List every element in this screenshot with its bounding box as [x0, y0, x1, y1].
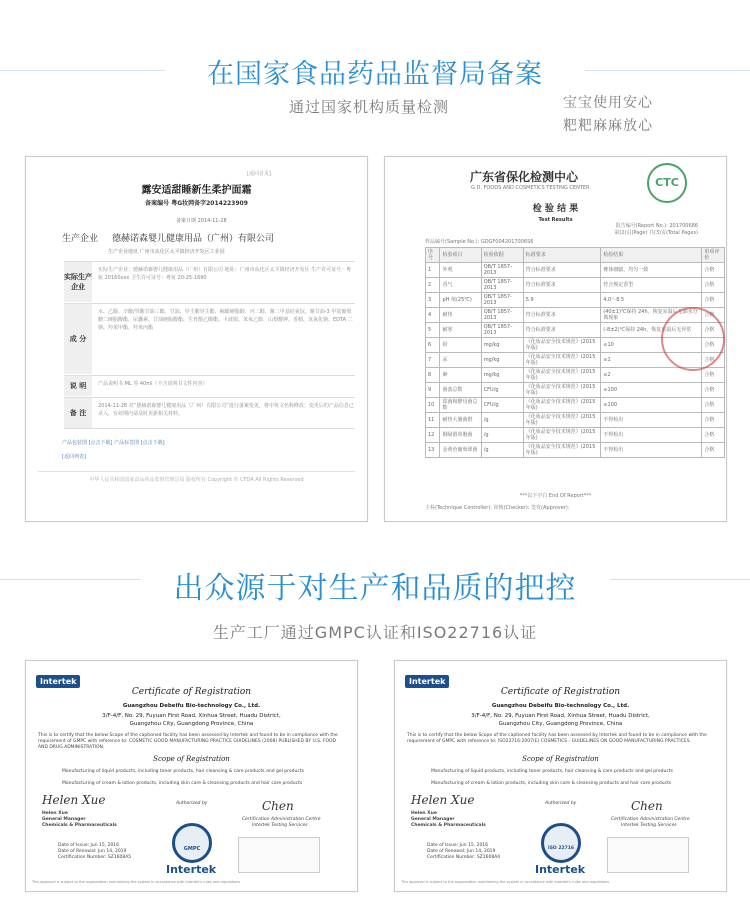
table-cell: (-8±2)℃保持 24h，恢复室温后无异常	[601, 323, 702, 338]
cert-signer-title-1: General Manager	[42, 817, 86, 822]
cert-authorized: Authorized by	[176, 801, 208, 806]
iso22716-seal	[541, 823, 581, 863]
table-cell: 3	[426, 293, 440, 308]
table-cell: 《化妆品安全技术规范》(2015 年版)	[523, 398, 601, 413]
test-org-en: G.D. FOODS AND COSMETICS TESTING CENTER	[471, 185, 590, 191]
red-stamp	[661, 307, 725, 371]
table-cell: 合格	[702, 308, 725, 323]
table-cell: 5.9	[523, 293, 601, 308]
gmpc-seal	[172, 823, 212, 863]
cert-scope-2: Manufacturing of cream & lotion products, including skin care & cleansing products and hair care products	[431, 781, 672, 786]
table-cell: 10	[426, 398, 440, 413]
table-cell: 香气	[440, 278, 481, 293]
cert-footer: This approval is subject to the organization maintaining the system in accordance with Intertek's rules and regulations	[32, 880, 241, 884]
table-cell: 《化妆品安全技术规范》(2015 年版)	[523, 443, 601, 458]
row-text: 实际生产企业：德赫诺森婴儿健康用品（广州）有限公司 地址：广州市从化区太平镇经济开发区 生产许可证号：粤妆 20160xxx 卫生许可证号：粤妆 20-25-1690	[98, 267, 352, 281]
table-cell: 金黄色葡萄球菌	[440, 443, 481, 458]
table-cell: ≤100	[601, 398, 702, 413]
cert-qr-area	[238, 837, 320, 873]
filing-row-ingredients	[64, 303, 355, 374]
table-cell: mg/kg	[481, 368, 523, 383]
table-row	[426, 278, 725, 293]
test-title-en: Test Results	[538, 217, 573, 223]
row-label: 成 分	[64, 304, 92, 374]
table-cell: 9	[426, 383, 440, 398]
table-cell: 外观	[440, 263, 481, 278]
signature-right: Chen	[631, 799, 663, 813]
table-cell: 13	[426, 443, 440, 458]
test-report-document	[384, 156, 727, 522]
table-cell: 铜绿假单胞菌	[440, 428, 481, 443]
table-cell: CFU/g	[481, 398, 523, 413]
table-cell: 《化妆品安全技术规范》(2015 年版)	[523, 428, 601, 443]
certificate-iso22716	[394, 660, 727, 892]
table-cell: 2	[426, 278, 440, 293]
cert-qr-area	[607, 837, 689, 873]
filing-row-instructions	[64, 375, 355, 396]
table-cell: 符合标准要求	[523, 323, 601, 338]
test-end-of-report: ***以下空白 End Of Report***	[519, 493, 592, 499]
table-cell: 合格	[702, 263, 725, 278]
cert-address-2: Guangzhou City, Guangdong Province, China	[498, 721, 623, 727]
table-cell: ≤2	[601, 368, 702, 383]
table-cell: 不得检出	[601, 428, 702, 443]
cert-company: Guangzhou Debeifu Bio-technology Co., Ltd.	[491, 703, 630, 709]
cert-date-renew: Date of Renewal: Jun 14, 2019	[427, 849, 496, 854]
table-cell: ≤10	[601, 338, 702, 353]
table-cell: 铅	[440, 338, 481, 353]
cert-number: Certification Number: SZ1608A5	[58, 855, 132, 860]
cert-scope-1: Manufacturing of liquid products, including toner products, hair cleansing & care products and gel products	[62, 769, 304, 774]
cert-date-renew: Date of Renewal: Jun 14, 2019	[58, 849, 127, 854]
cert-signer-title-2: Chemicals & Pharmaceuticals	[42, 823, 117, 828]
test-sample-no: 样品编号(Sample No.): GDGF0042017006S6	[425, 239, 534, 245]
table-cell: 合格	[702, 398, 725, 413]
table-cell: QB/T 1857-2013	[481, 278, 523, 293]
filing-row-notes	[64, 397, 355, 429]
cert-signer-name: Helen Xue	[411, 811, 437, 816]
table-cell: /g	[481, 413, 523, 428]
cert-date-issue: Date of Issue: Jun 15, 2016	[58, 843, 120, 848]
table-cell: 1	[426, 263, 440, 278]
table-cell: QB/T 1857-2013	[481, 263, 523, 278]
cert-authorized: Authorized by	[545, 801, 577, 806]
table-cell: 5	[426, 323, 440, 338]
table-cell: ≤100	[601, 383, 702, 398]
table-row	[426, 293, 725, 308]
table-cell: (40±1)℃保持 24h，恢复室温后无油水分离现象	[601, 308, 702, 323]
table-cell: 单项评价	[702, 248, 725, 263]
filing-company-label: 生产企业	[62, 234, 99, 244]
table-cell: pH 值(25℃)	[440, 293, 481, 308]
table-cell: 膏体细腻，均匀一致	[601, 263, 702, 278]
table-cell: QB/T 1857-2013	[481, 323, 523, 338]
table-cell: 8	[426, 368, 440, 383]
table-cell: mg/kg	[481, 353, 523, 368]
table-row	[426, 428, 725, 443]
row-label: 实际生产企业	[64, 262, 92, 302]
table-cell: 合格	[702, 368, 725, 383]
cert-signer-title-1: General Manager	[411, 817, 455, 822]
table-cell: 合格	[702, 443, 725, 458]
cert-signer-title-2: Chemicals & Pharmaceuticals	[411, 823, 486, 828]
table-row	[426, 383, 725, 398]
table-cell: 11	[426, 413, 440, 428]
cert-signer-name: Helen Xue	[42, 811, 68, 816]
row-text: 水、乙醇、辛酸/癸酸甘油三酯、甘油、异壬酸异壬酯、鲸蜡硬脂醇、丙二醇、聚二甲基硅氧烷、聚甘油-3 甲基葡萄糖二硬脂酸酯、尿囊素、甘油硬脂酸酯、生育酚乙酸酯、卡波姆、苯氧乙醇、山梨酸钾、香精、氢氧化钠、EDTA 二钠、羟苯甲酯、羟苯丙酯	[98, 309, 353, 331]
signature-left: Helen Xue	[42, 793, 106, 807]
table-row	[426, 368, 725, 383]
table-cell: 汞	[440, 353, 481, 368]
signature-left: Helen Xue	[411, 793, 475, 807]
cert-admin-2: Intertek Testing Services	[621, 823, 677, 828]
table-row	[426, 413, 725, 428]
test-page-no: 第(2)页(Page) 共(3)页(Total Pages)	[614, 230, 698, 236]
table-cell: 《化妆品安全技术规范》(2015 年版)	[523, 338, 601, 353]
cert-title: Certificate of Registration	[131, 687, 252, 697]
table-cell: 检验依据	[481, 248, 523, 263]
table-cell: 不得检出	[601, 443, 702, 458]
cert-admin-1: Certification Administration Centre	[611, 817, 690, 822]
table-cell: 4	[426, 308, 440, 323]
cert-intro: This is to certify that the below Scope of the captioned facility has been assessed by Intertek and found to be in compliance with the requirement of GMPC with reference to: COSMETIC GOOD MANUFACTURING PRACTICE GUIDELINES (2008) PUBLISHED BY U.S. FOOD AND DRUG ADMINISTRATION.	[38, 733, 338, 750]
cert-intro: This is to certify that the below Scope of the captioned facility has been assessed by Intertek and found to be in compliance with the requirement of GMPC with reference to: ISO22716:2007(E) COSMETICS - GUIDELINES ON GOOD MANUFACTURING PRACTICES.	[407, 733, 707, 744]
certificate-gmpc	[25, 660, 358, 892]
intertek-badge: Intertek	[405, 675, 449, 688]
table-cell: 合格	[702, 353, 725, 368]
table-cell: 合格	[702, 338, 725, 353]
table-cell: ≤1	[601, 353, 702, 368]
filing-company-name: 德赫诺森婴儿健康用品（广州）有限公司	[112, 234, 275, 244]
table-row	[426, 398, 725, 413]
table-cell: 《化妆品安全技术规范》(2015 年版)	[523, 368, 601, 383]
table-cell: 6	[426, 338, 440, 353]
section1-subheading: 通过国家机构质量检测	[289, 98, 450, 116]
table-cell: 砷	[440, 368, 481, 383]
cert-scope-1: Manufacturing of liquid products, including toner products, hair cleansing & care products and gel products	[431, 769, 673, 774]
row-label: 说 明	[64, 376, 92, 396]
table-cell: QB/T 1857-2013	[481, 293, 523, 308]
test-org-cn: 广东省保化检测中心	[470, 170, 579, 184]
table-cell: 4.0～8.5	[601, 293, 702, 308]
ctc-logo: CTC	[647, 163, 687, 203]
table-header-row	[426, 248, 725, 263]
table-cell: 序号	[426, 248, 440, 263]
table-cell: 符合标准要求	[523, 308, 601, 323]
side-text-1: 宝宝使用安心	[563, 95, 653, 111]
table-cell: /g	[481, 428, 523, 443]
table-cell: 《化妆品安全技术规范》(2015 年版)	[523, 413, 601, 428]
cert-address-2: Guangzhou City, Guangdong Province, China	[129, 721, 254, 727]
filing-address: 生产企业地址 广州市从化区太平镇经济开发区工业园	[108, 249, 225, 255]
table-cell: /g	[481, 443, 523, 458]
test-title-cn: 检 验 结 果	[532, 204, 579, 214]
table-cell: 合格	[702, 383, 725, 398]
row-label: 备 注	[64, 398, 92, 428]
table-cell: 耐热	[440, 308, 481, 323]
cert-address-1: 3/F-4/F, No. 29, Fuyuan First Road, Xinhua Street, Huadu District,	[471, 713, 650, 719]
table-cell: 合格	[702, 278, 725, 293]
filing-product-name: 露安适甜睡新生柔护面霜	[141, 185, 252, 196]
section2-heading: 出众源于对生产和品质的把控	[173, 571, 577, 606]
table-cell: 不得检出	[601, 413, 702, 428]
cert-footer: This approval is subject to the organization maintaining the system in accordance with Intertek's rules and regulations	[401, 880, 610, 884]
cert-scope-title: Scope of Registration	[153, 755, 230, 763]
cert-scope-title: Scope of Registration	[522, 755, 599, 763]
table-cell: 《化妆品安全技术规范》(2015 年版)	[523, 353, 601, 368]
table-cell: 符合标准要求	[523, 278, 601, 293]
cert-date-issue: Date of Issue: Jun 15, 2016	[427, 843, 489, 848]
side-text-2: 粑粑麻麻放心	[563, 118, 653, 134]
cert-admin-1: Certification Administration Centre	[242, 817, 321, 822]
test-report-no: 报告编号(Report No.): 201700686	[615, 223, 698, 229]
filing-number: 备案编号 粤G妆网备字2014223909	[145, 200, 248, 207]
filing-footer: 中华人民共和国国家食品药品监督管理总局 版权所有 Copyright © CFDA All Rights Reserved	[89, 477, 304, 483]
filing-date: 备案日期 2014-11-28	[176, 218, 227, 224]
filing-row-producer	[64, 261, 355, 302]
table-cell: CFU/g	[481, 383, 523, 398]
cert-admin-2: Intertek Testing Services	[252, 823, 308, 828]
table-cell: 12	[426, 428, 440, 443]
table-cell: 霉菌和酵母菌总数	[440, 398, 481, 413]
table-cell: QB/T 1857-2013	[481, 308, 523, 323]
filing-download-links[interactable]: 产品包装图 [点击下载] 产品标签图 [点击下载]	[62, 440, 165, 446]
table-cell: 标准要求	[523, 248, 601, 263]
table-cell: 合格	[702, 323, 725, 338]
signature-right: Chen	[262, 799, 294, 813]
table-row	[426, 443, 725, 458]
cert-logo-text: Intertek	[535, 863, 586, 876]
seal-text: GMPC	[183, 846, 201, 852]
cert-company: Guangzhou Debeifu Bio-technology Co., Ltd.	[122, 703, 261, 709]
test-signers: 主检(Technique Controller): 审核(Checker): 签发(Approver):	[425, 505, 570, 511]
table-cell: 符合标准要求	[523, 263, 601, 278]
cert-number: Certification Number: SZ1608A4	[427, 855, 501, 860]
row-text: 产品说明书 ML 等 40ml（不含说明书文件内容）	[98, 381, 208, 387]
cert-scope-2: Manufacturing of cream & lotion products, including skin care & cleansing products and hair care products	[62, 781, 303, 786]
row-text: 2014-11-28 对“德赫诺森婴儿健康用品（广州）有限公司”进行备案变更，将中英文名称修改；变更后的产品信息已录入，有效期内请及时更新相关材料。	[98, 403, 354, 417]
filing-document	[25, 156, 368, 522]
filing-corner-tag: [返回首页]	[247, 171, 271, 177]
table-cell: 合格	[702, 413, 725, 428]
cert-logo-text: Intertek	[166, 863, 217, 876]
seal-text: ISO 22716	[548, 846, 574, 851]
filing-back-link[interactable]: [返回列表]	[62, 454, 86, 460]
table-cell: 菌落总数	[440, 383, 481, 398]
table-cell: 耐热大肠菌群	[440, 413, 481, 428]
table-cell: 7	[426, 353, 440, 368]
table-cell: 合格	[702, 293, 725, 308]
section1-heading: 在国家食品药品监督局备案	[207, 59, 543, 90]
section2-subheading: 生产工厂通过GMPC认证和ISO22716认证	[212, 623, 538, 642]
table-cell: mg/kg	[481, 338, 523, 353]
cert-title: Certificate of Registration	[500, 687, 621, 697]
filing-footer-rule	[38, 471, 355, 472]
table-cell: 《化妆品安全技术规范》(2015 年版)	[523, 383, 601, 398]
table-cell: 合格	[702, 428, 725, 443]
table-cell: 检验项目	[440, 248, 481, 263]
intertek-badge: Intertek	[36, 675, 80, 688]
table-cell: 符合规定香型	[601, 278, 702, 293]
table-cell: 耐寒	[440, 323, 481, 338]
table-row	[426, 263, 725, 278]
cert-address-1: 3/F-4/F, No. 29, Fuyuan First Road, Xinhua Street, Huadu District,	[102, 713, 281, 719]
table-cell: 检验结果	[601, 248, 702, 263]
